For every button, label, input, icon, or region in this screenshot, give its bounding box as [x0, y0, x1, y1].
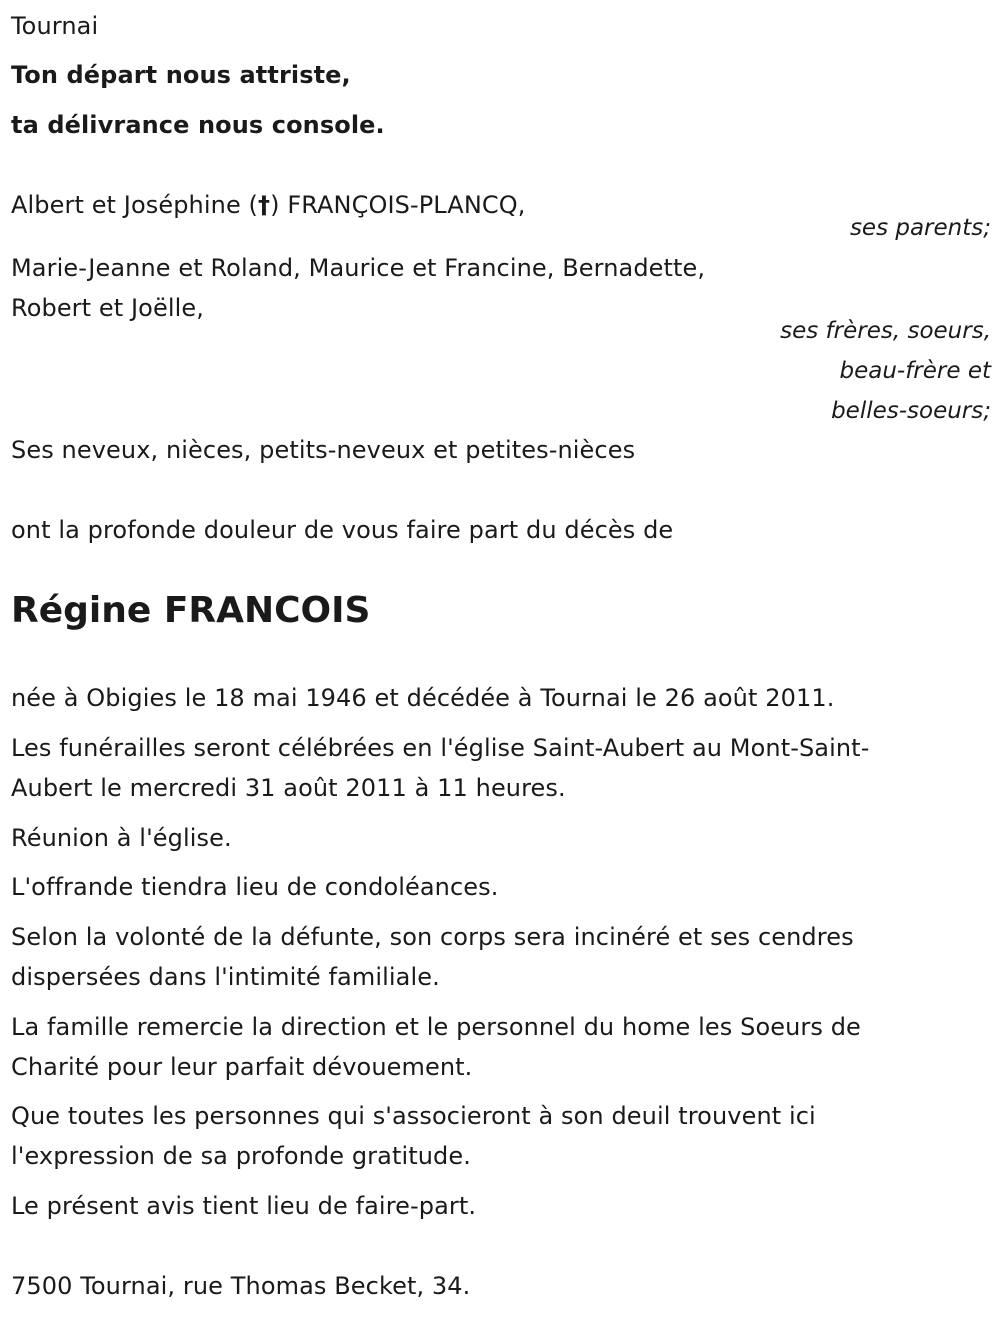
wish-line-2: dispersées dans l'intimité familiale. [11, 963, 440, 991]
parents-role: ses parents; [849, 215, 991, 241]
funeral-line-1: Les funérailles seront célébrées en l'église Saint-Aubert au Mont-Saint- [11, 734, 870, 762]
birth-death-dates: née à Obigies le 18 mai 1946 et décédée à Tournai le 26 août 2011. [11, 684, 835, 712]
epitaph-line-1: Ton départ nous attriste, [11, 61, 351, 89]
parents-names [11, 185, 525, 225]
siblings-role-line-2: beau-frère et [839, 358, 991, 384]
gratitude-line-1: Que toutes les personnes qui s'associeront à son deuil trouvent ici [11, 1102, 816, 1130]
deceased-name: Régine FRANCOIS [11, 590, 371, 631]
city-label: Tournai [11, 12, 99, 40]
announcement: ont la profonde douleur de vous faire part du décès de [11, 516, 674, 544]
epitaph-line-2: ta délivrance nous console. [11, 111, 385, 139]
meeting-info: Réunion à l'église. [11, 824, 232, 852]
siblings-line-1: Marie-Jeanne et Roland, Maurice et Francine, Bernadette, [11, 254, 706, 282]
siblings-line-2: Robert et Joëlle, [11, 294, 204, 322]
funeral-line-2: Aubert le mercredi 31 août 2011 à 11 heures. [11, 774, 566, 802]
parents-names-pre: Albert et Joséphine ( [11, 191, 259, 219]
offering-info: L'offrande tiendra lieu de condoléances. [11, 873, 499, 901]
thanks-line-2: Charité pour leur parfait dévouement. [11, 1053, 473, 1081]
thanks-line-1: La famille remercie la direction et le personnel du home les Soeurs de [11, 1013, 861, 1041]
address: 7500 Tournai, rue Thomas Becket, 34. [11, 1272, 471, 1300]
siblings-role-line-1: ses frères, soeurs, [780, 318, 991, 344]
relatives: Ses neveux, nièces, petits-neveux et petites-nièces [11, 436, 636, 464]
cross-icon: † [258, 191, 271, 219]
gratitude-line-2: l'expression de sa profonde gratitude. [11, 1142, 471, 1170]
siblings-role-line-3: belles-soeurs; [831, 398, 991, 424]
wish-line-1: Selon la volonté de la défunte, son corps sera incinéré et ses cendres [11, 923, 854, 951]
parents-names-post: ) FRANÇOIS-PLANCQ, [270, 191, 526, 219]
notice-info: Le présent avis tient lieu de faire-part. [11, 1192, 477, 1220]
